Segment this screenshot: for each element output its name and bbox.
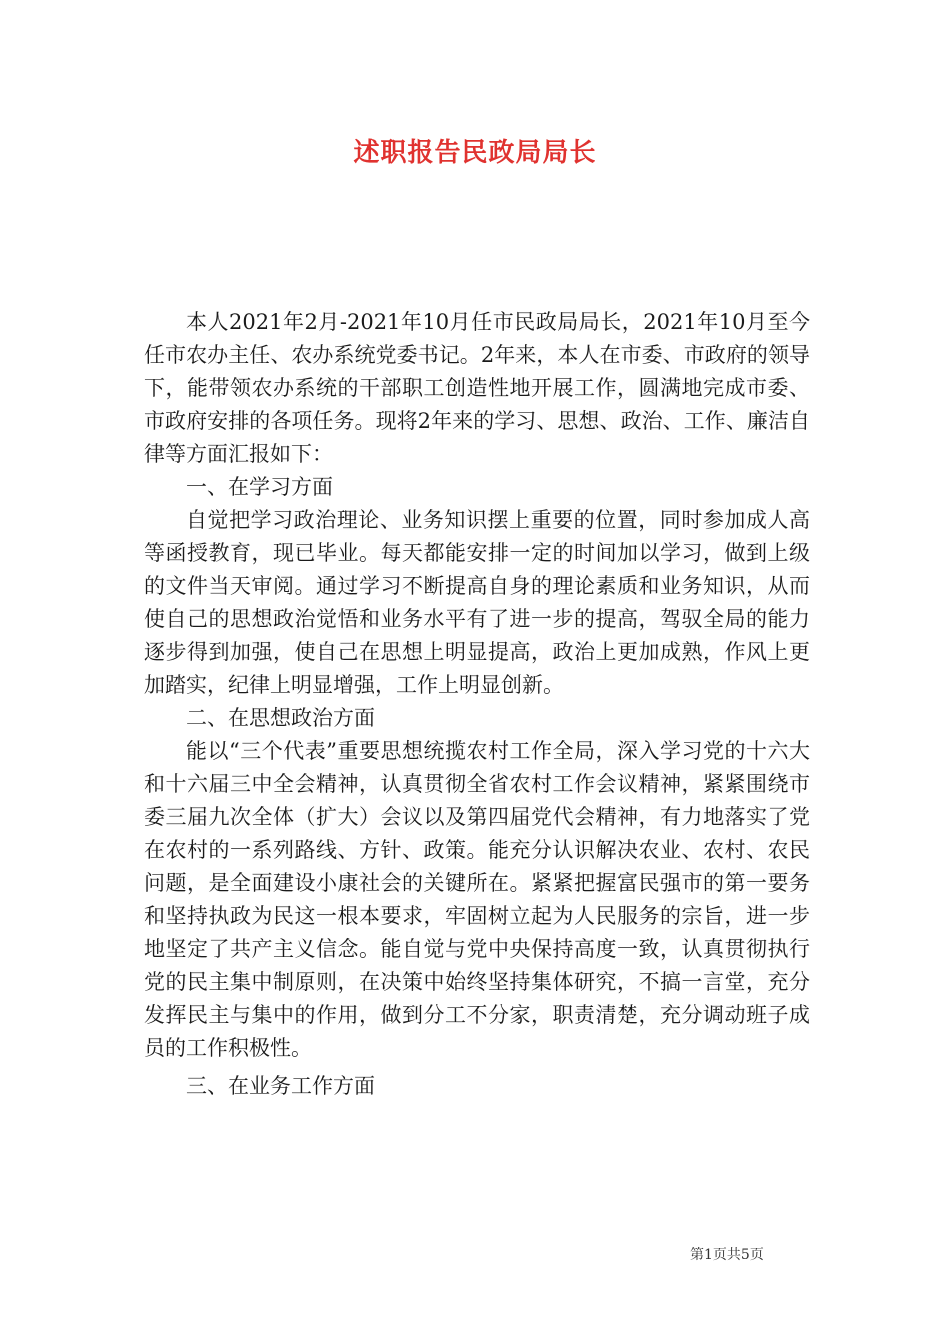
section-heading-work: 三、在业务工作方面 — [186, 1074, 375, 1098]
section-heading-politics: 二、在思想政治方面 — [186, 706, 375, 730]
section-heading-study: 一、在学习方面 — [186, 475, 333, 499]
study-paragraph: 自觉把学习政治理论、业务知识摆上重要的位置，同时参加成人高等函授教育，现已毕业。每天都能安排一定的时间加以学习，做到上级的文件当天审阅。通过学习不断提高自身的理论素质和业务知识，从而使自己的思想政治觉悟和业务水平有了进一步的提高，驾驭全局的能力逐步得到加强，使自己在思想上明显提高，政治上更加成熟，作风上更加踏实，纪律上明显增强，工作上明显创新。 — [144, 508, 810, 697]
page-number: 第1页共5页 — [690, 1247, 764, 1263]
politics-paragraph: 能以“三个代表”重要思想统揽农村工作全局，深入学习党的十六大和十六届三中全会精神，认真贯彻全省农村工作会议精神，紧紧围绕市委三届九次全体（扩大）会议以及第四届党代会精神，有力地落实了党在农村的一系列路线、方针、政策。能充分认识解决农业、农村、农民问题，是全面建设小康社会的关键所在。紧紧把握富民强市的第一要务和坚持执政为民这一根本要求，牢固树立起为人民服务的宗旨，进一步地坚定了共产主义信念。能自觉与党中央保持高度一致，认真贯彻执行党的民主集中制原则，在决策中始终坚持集体研究，不搞一言堂，充分发挥民主与集中的作用，做到分工不分家，职责清楚，充分调动班子成员的工作积极性。 — [144, 739, 810, 1060]
intro-paragraph: 本人2021年2月-2021年10月任市民政局局长，2021年10月至今任市农办主任、农办系统党委书记。2年来，本人在市委、市政府的领导下，能带领农办系统的干部职工创造性地开展工作，圆满地完成市委、市政府安排的各项任务。现将2年来的学习、思想、政治、工作、廉洁自律等方面汇报如下： — [144, 310, 810, 466]
document-body — [144, 306, 810, 1103]
page-title: 述职报告民政局局长 — [353, 138, 597, 168]
